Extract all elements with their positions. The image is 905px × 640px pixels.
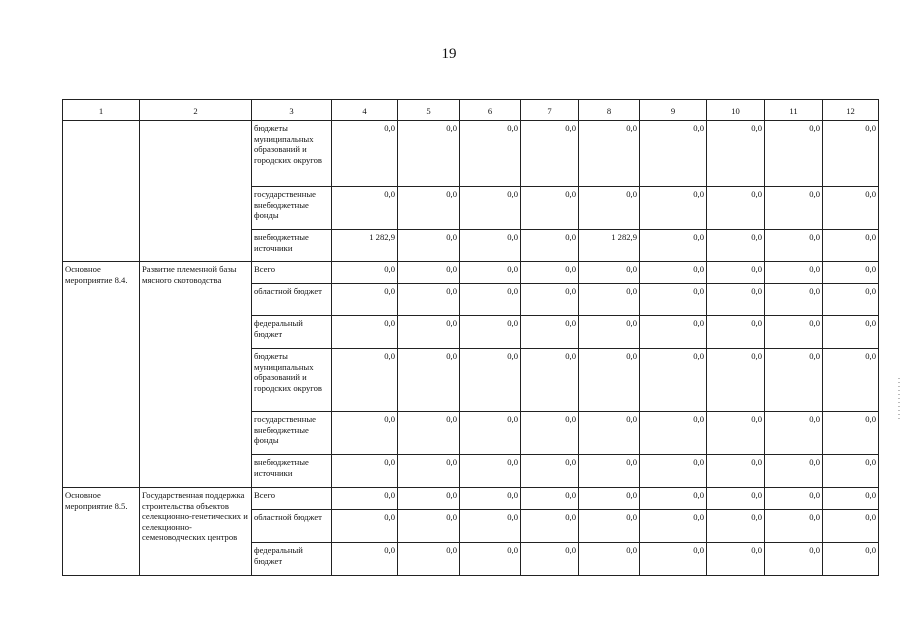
value-cell-col-10: 0,0: [707, 121, 765, 187]
value-cell-col-6: 0,0: [460, 121, 521, 187]
table-header: [63, 100, 879, 121]
value-cell-col-5: 0,0: [398, 262, 460, 284]
value-cell-col-12: 0,0: [823, 284, 879, 316]
value-cell-col-4: 0,0: [332, 510, 398, 543]
value-cell-col-6: 0,0: [460, 488, 521, 510]
value-cell-col-10: 0,0: [707, 412, 765, 455]
value-cell-col-5: 0,0: [398, 316, 460, 349]
value-cell-col-7: 0,0: [521, 262, 579, 284]
measure-cell: Основное мероприятие 8.4.: [63, 262, 140, 488]
value-cell-col-6: 0,0: [460, 349, 521, 412]
value-cell-col-5: 0,0: [398, 349, 460, 412]
measure-cell: Основное мероприятие 8.5.: [63, 488, 140, 576]
value-cell-col-8: 0,0: [579, 316, 640, 349]
value-cell-col-9: 0,0: [640, 543, 707, 576]
value-cell-col-9: 0,0: [640, 349, 707, 412]
value-cell-col-4: 0,0: [332, 121, 398, 187]
value-cell-col-7: 0,0: [521, 510, 579, 543]
table-row: [63, 488, 879, 510]
value-cell-col-7: 0,0: [521, 121, 579, 187]
funding-source-cell: государственные внебюджетные фонды: [252, 412, 332, 455]
value-cell-col-10: 0,0: [707, 488, 765, 510]
budget-table: [62, 99, 879, 576]
value-cell-col-11: 0,0: [765, 510, 823, 543]
value-cell-col-7: 0,0: [521, 230, 579, 262]
funding-source-cell: бюджеты муниципальных образований и городских округов: [252, 121, 332, 187]
value-cell-col-11: 0,0: [765, 262, 823, 284]
column-header-10: 10: [707, 100, 765, 121]
value-cell-col-6: 0,0: [460, 316, 521, 349]
column-header-12: 12: [823, 100, 879, 121]
value-cell-col-11: 0,0: [765, 316, 823, 349]
value-cell-col-4: 0,0: [332, 262, 398, 284]
value-cell-col-11: 0,0: [765, 543, 823, 576]
column-header-3: 3: [252, 100, 332, 121]
funding-source-cell: областной бюджет: [252, 510, 332, 543]
value-cell-col-11: 0,0: [765, 230, 823, 262]
value-cell-col-6: 0,0: [460, 455, 521, 488]
value-cell-col-12: 0,0: [823, 316, 879, 349]
table-body: [63, 121, 879, 576]
value-cell-col-11: 0,0: [765, 187, 823, 230]
value-cell-col-8: 0,0: [579, 510, 640, 543]
funding-source-cell: Всего: [252, 262, 332, 284]
value-cell-col-10: 0,0: [707, 455, 765, 488]
value-cell-col-12: 0,0: [823, 412, 879, 455]
value-cell-col-8: 0,0: [579, 488, 640, 510]
value-cell-col-9: 0,0: [640, 230, 707, 262]
value-cell-col-10: 0,0: [707, 543, 765, 576]
value-cell-col-9: 0,0: [640, 488, 707, 510]
value-cell-col-6: 0,0: [460, 412, 521, 455]
column-header-8: 8: [579, 100, 640, 121]
value-cell-col-5: 0,0: [398, 187, 460, 230]
value-cell-col-11: 0,0: [765, 488, 823, 510]
value-cell-col-10: 0,0: [707, 284, 765, 316]
value-cell-col-10: 0,0: [707, 230, 765, 262]
funding-source-cell: государственные внебюджетные фонды: [252, 187, 332, 230]
value-cell-col-5: 0,0: [398, 510, 460, 543]
header-row: [63, 100, 879, 121]
value-cell-col-4: 0,0: [332, 284, 398, 316]
value-cell-col-6: 0,0: [460, 284, 521, 316]
value-cell-col-4: 0,0: [332, 316, 398, 349]
value-cell-col-10: 0,0: [707, 349, 765, 412]
value-cell-col-9: 0,0: [640, 187, 707, 230]
value-cell-col-9: 0,0: [640, 121, 707, 187]
value-cell-col-8: 0,0: [579, 187, 640, 230]
measure-name-cell: Государственная поддержка строительства объектов селекционно-генетических и селекционно-семеноводческих центров: [140, 488, 252, 576]
column-header-1: 1: [63, 100, 140, 121]
value-cell-col-11: 0,0: [765, 284, 823, 316]
value-cell-col-12: 0,0: [823, 230, 879, 262]
value-cell-col-4: 1 282,9: [332, 230, 398, 262]
value-cell-col-9: 0,0: [640, 316, 707, 349]
measure-cell: [63, 121, 140, 262]
value-cell-col-8: 0,0: [579, 543, 640, 576]
value-cell-col-8: 0,0: [579, 121, 640, 187]
measure-name-cell: Развитие племенной базы мясного скотоводства: [140, 262, 252, 488]
value-cell-col-11: 0,0: [765, 121, 823, 187]
funding-source-cell: федеральный бюджет: [252, 543, 332, 576]
column-header-9: 9: [640, 100, 707, 121]
value-cell-col-11: 0,0: [765, 349, 823, 412]
value-cell-col-10: 0,0: [707, 316, 765, 349]
column-header-11: 11: [765, 100, 823, 121]
value-cell-col-6: 0,0: [460, 510, 521, 543]
value-cell-col-12: 0,0: [823, 543, 879, 576]
value-cell-col-4: 0,0: [332, 349, 398, 412]
value-cell-col-6: 0,0: [460, 543, 521, 576]
value-cell-col-9: 0,0: [640, 284, 707, 316]
value-cell-col-12: 0,0: [823, 488, 879, 510]
value-cell-col-11: 0,0: [765, 455, 823, 488]
value-cell-col-8: 0,0: [579, 349, 640, 412]
value-cell-col-4: 0,0: [332, 455, 398, 488]
value-cell-col-12: 0,0: [823, 510, 879, 543]
measure-name-cell: [140, 121, 252, 262]
value-cell-col-6: 0,0: [460, 262, 521, 284]
value-cell-col-8: 1 282,9: [579, 230, 640, 262]
value-cell-col-4: 0,0: [332, 488, 398, 510]
funding-source-cell: Всего: [252, 488, 332, 510]
value-cell-col-10: 0,0: [707, 510, 765, 543]
value-cell-col-10: 0,0: [707, 187, 765, 230]
value-cell-col-9: 0,0: [640, 455, 707, 488]
value-cell-col-12: 0,0: [823, 121, 879, 187]
value-cell-col-7: 0,0: [521, 488, 579, 510]
value-cell-col-4: 0,0: [332, 543, 398, 576]
funding-source-cell: внебюджетные источники: [252, 230, 332, 262]
value-cell-col-7: 0,0: [521, 455, 579, 488]
value-cell-col-8: 0,0: [579, 284, 640, 316]
value-cell-col-7: 0,0: [521, 412, 579, 455]
value-cell-col-7: 0,0: [521, 187, 579, 230]
value-cell-col-10: 0,0: [707, 262, 765, 284]
value-cell-col-5: 0,0: [398, 543, 460, 576]
funding-source-cell: внебюджетные источники: [252, 455, 332, 488]
value-cell-col-9: 0,0: [640, 262, 707, 284]
value-cell-col-4: 0,0: [332, 187, 398, 230]
column-header-2: 2: [140, 100, 252, 121]
scan-edge-marks: [898, 378, 900, 422]
column-header-4: 4: [332, 100, 398, 121]
table-row: [63, 262, 879, 284]
table-row: [63, 121, 879, 187]
value-cell-col-12: 0,0: [823, 187, 879, 230]
column-header-6: 6: [460, 100, 521, 121]
column-header-5: 5: [398, 100, 460, 121]
value-cell-col-8: 0,0: [579, 262, 640, 284]
value-cell-col-5: 0,0: [398, 230, 460, 262]
value-cell-col-9: 0,0: [640, 510, 707, 543]
value-cell-col-9: 0,0: [640, 412, 707, 455]
value-cell-col-11: 0,0: [765, 412, 823, 455]
value-cell-col-4: 0,0: [332, 412, 398, 455]
value-cell-col-7: 0,0: [521, 543, 579, 576]
page-number: 19: [441, 46, 457, 62]
value-cell-col-12: 0,0: [823, 455, 879, 488]
value-cell-col-5: 0,0: [398, 412, 460, 455]
funding-source-cell: областной бюджет: [252, 284, 332, 316]
value-cell-col-5: 0,0: [398, 284, 460, 316]
value-cell-col-6: 0,0: [460, 230, 521, 262]
value-cell-col-5: 0,0: [398, 455, 460, 488]
value-cell-col-8: 0,0: [579, 412, 640, 455]
funding-source-cell: федеральный бюджет: [252, 316, 332, 349]
value-cell-col-5: 0,0: [398, 121, 460, 187]
value-cell-col-12: 0,0: [823, 349, 879, 412]
value-cell-col-7: 0,0: [521, 349, 579, 412]
value-cell-col-6: 0,0: [460, 187, 521, 230]
value-cell-col-8: 0,0: [579, 455, 640, 488]
value-cell-col-7: 0,0: [521, 316, 579, 349]
value-cell-col-12: 0,0: [823, 262, 879, 284]
value-cell-col-5: 0,0: [398, 488, 460, 510]
funding-source-cell: бюджеты муниципальных образований и городских округов: [252, 349, 332, 412]
value-cell-col-7: 0,0: [521, 284, 579, 316]
column-header-7: 7: [521, 100, 579, 121]
